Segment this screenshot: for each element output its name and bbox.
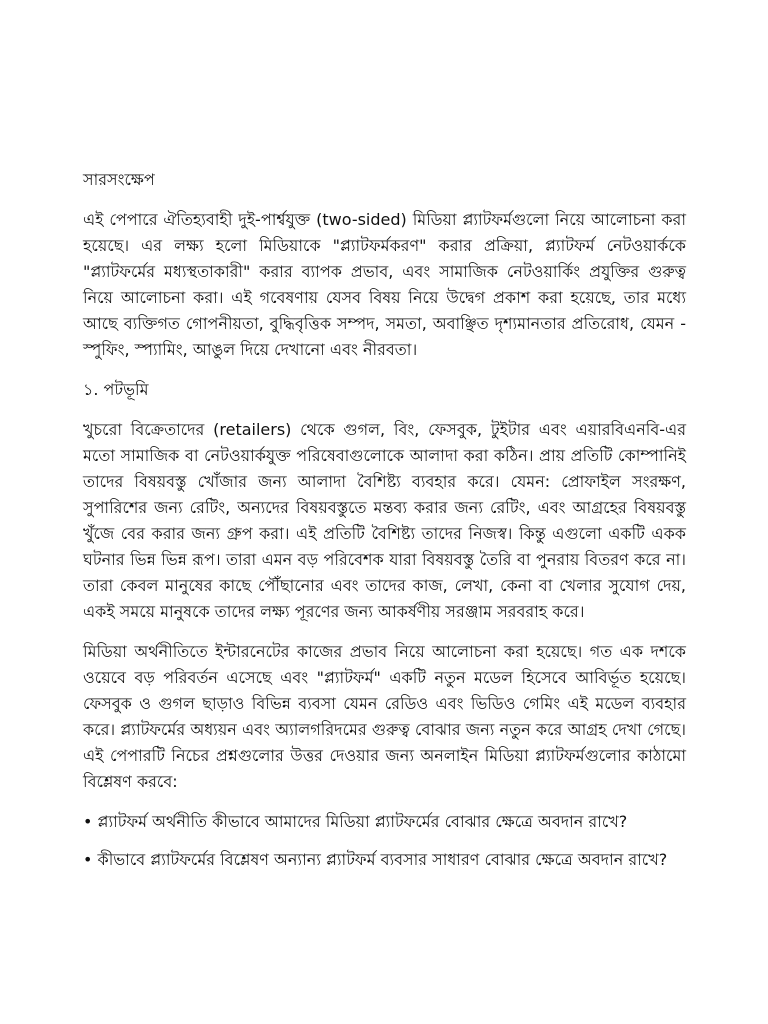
- background-paragraph-1: খুচরো বিক্রেতাদের (retailers) থেকে গুগল, বিং, ফেসবুক, টুইটার এবং এয়ারবিএনবি-এর মতো সামাজিক বা নেটওয়ার্কযুক্ত পরিষেবাগুলোকে আলাদা করা কঠিন। প্রায় প্রতিটি কোম্পানিই তাদের বিষয়বস্তু খোঁজার জন্য আলাদা বৈশিষ্ট্য ব্যবহার করে। যেমন: প্রোফাইল সংরক্ষণ, সুপারিশের জন্য রেটিং, অন্যদের বিষয়বস্তুতে মন্তব্য করার জন্য রেটিং, এবং আগ্রহের বিষয়বস্তু খুঁজে বের করার জন্য গ্রুপ করা। এই প্রতিটি বৈশিষ্ট্য তাদের নিজস্ব। কিন্তু এগুলো একটি একক ঘটনার ভিন্ন ভিন্ন রূপ। তারা এমন বড় পরিবেশক যারা বিষয়বস্তু তৈরি বা পুনরায় বিতরণ করে না। তারা কেবল মানুষের কাছে পৌঁছানোর এবং তাদের কাজ, লেখা, কেনা বা খেলার সুযোগ দেয়, একই সময়ে মানুষকে তাদের লক্ষ্য পূরণের জন্য আকর্ষণীয় সরঞ্জাম সরবরাহ করে।: [83, 420, 686, 621]
- section-heading-background: ১. পটভূমি: [83, 380, 149, 399]
- abstract-paragraph: এই পেপারে ঐতিহ্যবাহী দুই-পার্শ্বযুক্ত (two-sided) মিডিয়া প্ল্যাটফর্মগুলো নিয়ে আলোচনা করা হয়েছে। এর লক্ষ্য হলো মিডিয়াকে "প্ল্যাটফর্মকরণ" করার প্রক্রিয়া, প্ল্যাটফর্ম নেটওয়ার্ককে "প্ল্যাটফর্মের মধ্যস্থতাকারী" করার ব্যাপক প্রভাব, এবং সামাজিক নেটওয়ার্কিং প্রযুক্তির গুরুত্ব নিয়ে আলোচনা করা। এই গবেষণায় যেসব বিষয় নিয়ে উদ্বেগ প্রকাশ করা হয়েছে, তার মধ্যে আছে ব্যক্তিগত গোপনীয়তা, বুদ্ধিবৃত্তিক সম্পদ, সমতা, অবাঞ্ছিত দৃশ্যমানতার প্রতিরোধ, যেমন - স্পুফিং, স্প্যামিং, আঙুল দিয়ে দেখানো এবং নীরবতা।: [83, 210, 686, 359]
- question-bullet-2: • কীভাবে প্ল্যাটফর্মের বিশ্লেষণ অন্যান্য প্ল্যাটফর্ম ব্যবসার সাধারণ বোঝার ক্ষেত্রে অবদান রাখে?: [83, 850, 668, 869]
- question-bullet-1: • প্ল্যাটফর্ম অর্থনীতি কীভাবে আমাদের মিডিয়া প্ল্যাটফর্মের বোঝার ক্ষেত্রে অবদান রাখে?: [83, 812, 628, 831]
- abstract-heading: সারসংক্ষেপ: [83, 170, 155, 189]
- background-paragraph-2: মিডিয়া অর্থনীতিতে ইন্টারনেটের কাজের প্রভাব নিয়ে আলোচনা করা হয়েছে। গত এক দশকে ওয়েবে বড় পরিবর্তন এসেছে এবং "প্ল্যাটফর্ম" একটি নতুন মডেল হিসেবে আবির্ভূত হয়েছে। ফেসবুক ও গুগল ছাড়াও বিভিন্ন ব্যবসা যেমন রেডিও এবং ভিডিও গেমিং এই মডেল ব্যবহার করে। প্ল্যাটফর্মের অধ্যয়ন এবং অ্যালগরিদমের গুরুত্ব বোঝার জন্য নতুন করে আগ্রহ দেখা গেছে। এই পেপারটি নিচের প্রশ্নগুলোর উত্তর দেওয়ার জন্য অনলাইন মিডিয়া প্ল্যাটফর্মগুলোর কাঠামো বিশ্লেষণ করবে:: [83, 642, 686, 791]
- document-page: [83, 167, 686, 885]
